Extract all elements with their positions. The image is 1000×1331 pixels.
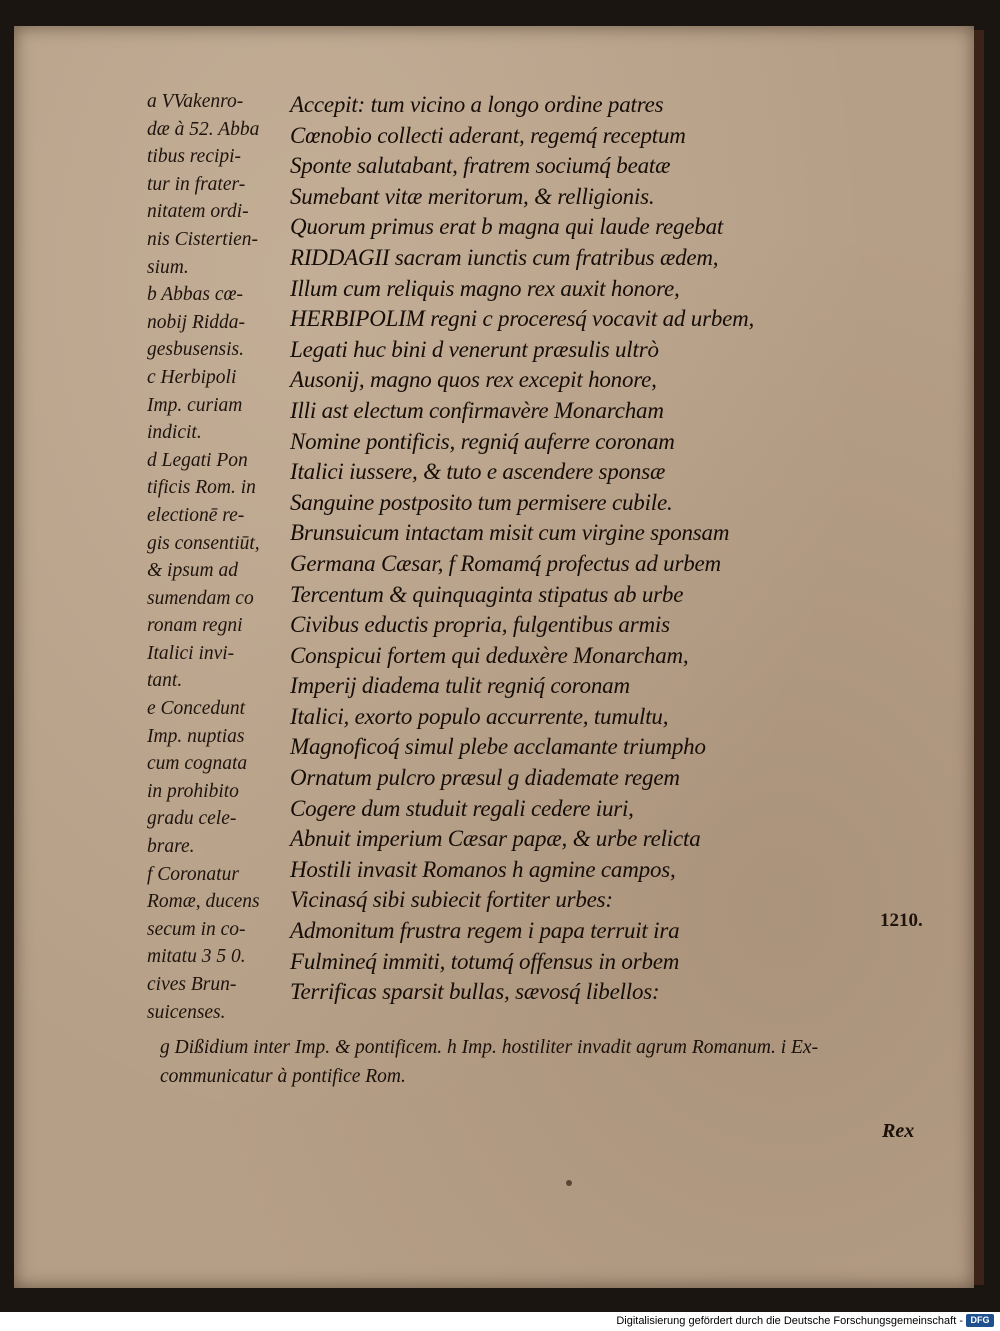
verse-line: Fulmineq́ immiti, totumq́ offensus in orbem xyxy=(290,948,680,974)
verse-line: Terrificas sparsit bullas, sævosq́ libellos: xyxy=(290,979,660,1005)
footnotes xyxy=(160,1033,940,1091)
marginal-note-line: dæ à 52. Abba xyxy=(147,118,260,140)
verse-line: Accepit: tum vicino a longo ordine patres xyxy=(290,92,664,117)
marginal-note-line: f Coronatur xyxy=(147,863,239,885)
marginal-note-line: mitatu 3 5 0. xyxy=(147,946,246,968)
paper-speck xyxy=(566,1180,572,1186)
verse-line: Illum cum reliquis magno rex auxit honore, xyxy=(290,275,680,301)
verse-line: HERBIPOLIM regni c proceresq́ vocavit ad urbem, xyxy=(290,306,755,332)
verse-line: Hostili invasit Romanos h agmine campos, xyxy=(290,856,676,882)
verse-line: Admonitum frustra regem i papa terruit ira xyxy=(290,918,680,944)
marginal-note-line: nitatem ordi- xyxy=(147,201,249,223)
verse-line: Cogere dum studuit regali cedere iuri, xyxy=(290,795,634,821)
verse-line: Quorum primus erat b magna qui laude regebat xyxy=(290,214,724,240)
verse-line: Sanguine postposito tum permisere cubile. xyxy=(290,489,673,515)
verse-line: Imperij diadema tulit regniq́ coronam xyxy=(290,673,630,699)
marginal-note-line: secum in co- xyxy=(147,918,246,940)
marginal-note-line: cives Brun- xyxy=(147,974,237,995)
marginal-note-line: sium. xyxy=(147,256,189,278)
marginal-note-line: c Herbipoli xyxy=(147,366,237,388)
marginal-note-line: tibus recipi- xyxy=(147,146,242,168)
verse-line: Ausonij, magno quos rex excepit honore, xyxy=(290,367,657,393)
marginal-note-line: d Legati Pon xyxy=(147,449,248,471)
marginal-note-line: tificis Rom. in xyxy=(147,477,256,499)
verse-line: Sumebant vitæ meritorum, & relligionis. xyxy=(290,183,655,209)
verse-line: Ornatum pulcro præsul g diademate regem xyxy=(290,765,680,791)
verse-line: Italici iussere, & tuto e ascendere sponsæ xyxy=(290,459,666,485)
verse-line: Italici, exorto populo accurrente, tumultu, xyxy=(290,703,669,729)
marginal-note-line: tur in frater- xyxy=(147,173,246,195)
verse-line: Sponte salutabant, fratrem sociumq́ beatæ xyxy=(290,153,671,179)
verse-line: Brunsuicum intactam misit cum virgine sponsam xyxy=(290,520,730,546)
footer-credit: Digitalisierung gefördert durch die Deutsche Forschungsgemeinschaft - xyxy=(616,1315,963,1327)
marginal-note-line: Italici invi- xyxy=(147,642,235,664)
verse-line: Tercentum & quinquaginta stipatus ab urbe xyxy=(290,581,684,607)
marginal-notes xyxy=(147,88,297,1026)
marginal-note-line: a VVakenro- xyxy=(147,91,244,112)
marginal-note-line: gradu cele- xyxy=(147,808,237,830)
marginal-note-line: Imp. nuptias xyxy=(147,725,245,747)
marginal-note-line: nobij Ridda- xyxy=(147,311,246,333)
marginal-note-line: indicit. xyxy=(147,422,202,444)
marginal-note-line: nis Cistertien- xyxy=(147,228,259,250)
marginal-note-line: e Concedunt xyxy=(147,698,246,720)
verse-text xyxy=(290,90,930,1008)
verse-line: Magnoficoq́ simul plebe acclamante triumpho xyxy=(290,734,706,760)
verse-line: Legati huc bini d venerunt præsulis ultrò xyxy=(290,336,659,362)
verse-line: RIDDAGII sacram iunctis cum fratribus ædem, xyxy=(290,244,719,270)
marginal-note-line: electionē re- xyxy=(147,504,245,526)
footnote-line: g Dißidium inter Imp. & pontificem. h Imp. hostiliter invadit agrum Romanum. i Ex- xyxy=(160,1037,819,1058)
year-marker: 1210. xyxy=(880,910,923,931)
verse-line: Abnuit imperium Cæsar papæ, & urbe relicta xyxy=(290,826,701,852)
marginal-note-line: b Abbas cœ- xyxy=(147,284,244,306)
marginal-note-line: ronam regni xyxy=(147,615,243,637)
marginal-note-line: gesbusensis. xyxy=(147,339,244,361)
marginal-note-line: sumendam co xyxy=(147,587,254,609)
verse-line: Nomine pontificis, regniq́ auferre coronam xyxy=(290,428,675,454)
footnote-line: communicatur à pontifice Rom. xyxy=(160,1066,406,1087)
verse-line: Germana Cæsar, f Romamq́ profectus ad urbem xyxy=(290,550,721,576)
marginal-note-line: Romæ, ducens xyxy=(147,891,260,913)
verse-line: Conspicui fortem qui deduxère Monarcham, xyxy=(290,642,689,668)
marginal-note-line: in prohibito xyxy=(147,780,239,802)
marginal-note-line: cum cognata xyxy=(147,753,248,775)
verse-line: Cœnobio collecti aderant, regemq́ receptum xyxy=(290,122,686,148)
verse-line: Civibus eductis propria, fulgentibus armis xyxy=(290,612,670,638)
marginal-note-line: & ipsum ad xyxy=(147,560,239,582)
marginal-note-line: Imp. curiam xyxy=(147,394,243,416)
marginal-note-line: brare. xyxy=(147,836,195,858)
marginal-note-line: gis consentiūt, xyxy=(147,532,260,554)
marginal-note-line: suicenses. xyxy=(147,1001,226,1023)
dfg-logo: DFG xyxy=(966,1314,994,1327)
verse-line: Illi ast electum confirmavère Monarcham xyxy=(290,397,664,423)
marginal-note-line: tant. xyxy=(147,670,183,692)
catchword: Rex xyxy=(882,1120,915,1142)
verse-line: Vicinasq́ sibi subiecit fortiter urbes: xyxy=(290,887,613,913)
